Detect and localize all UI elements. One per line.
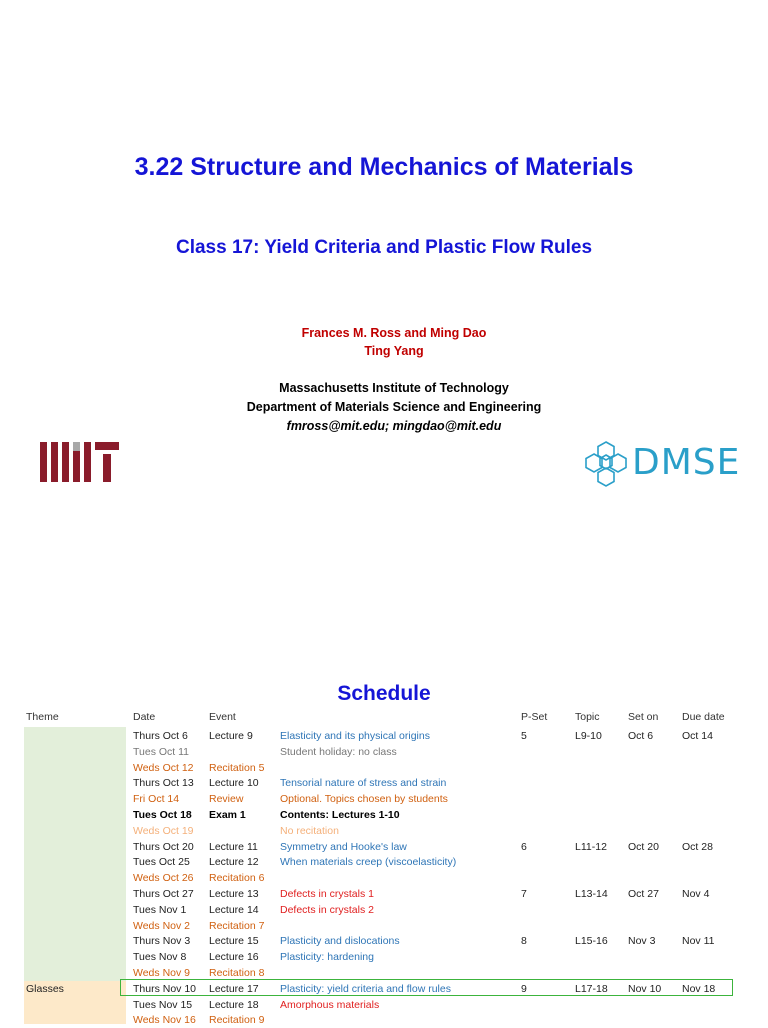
cell-topic: L11-12 bbox=[575, 840, 607, 853]
cell-description: Contents: Lectures 1-10 bbox=[280, 809, 400, 821]
cell-pset: 6 bbox=[521, 840, 527, 853]
table-row bbox=[0, 729, 768, 744]
course-title: 3.22 Structure and Mechanics of Materials bbox=[134, 153, 634, 181]
header-date: Date bbox=[133, 711, 156, 723]
cell-description: Plasticity and dislocations bbox=[280, 935, 400, 948]
cell-event: Lecture 12 bbox=[209, 856, 259, 869]
dmse-logo-text: DMSE bbox=[632, 442, 741, 483]
cell-date: Tues Oct 11 bbox=[133, 745, 190, 758]
cell-pset: 7 bbox=[521, 888, 527, 900]
table-row bbox=[0, 745, 768, 760]
cell-topic: L17-18 bbox=[575, 982, 608, 995]
cell-description: Plasticity: hardening bbox=[280, 951, 374, 964]
cell-due-date: Oct 28 bbox=[682, 840, 713, 853]
cell-due-date: Nov 4 bbox=[682, 888, 710, 900]
table-row bbox=[0, 934, 768, 949]
mit-logo bbox=[40, 442, 120, 484]
cell-date: Thurs Nov 3 bbox=[133, 935, 191, 948]
header-topic: Topic bbox=[575, 711, 600, 723]
cell-date: Thurs Oct 27 bbox=[133, 888, 194, 900]
cell-topic: L13-14 bbox=[575, 888, 608, 900]
cell-date: Weds Nov 2 bbox=[133, 919, 190, 932]
table-row bbox=[0, 824, 768, 839]
cell-event: Lecture 18 bbox=[209, 998, 259, 1011]
cell-due-date: Nov 18 bbox=[682, 982, 716, 995]
table-row bbox=[0, 761, 768, 776]
cell-event: Lecture 13 bbox=[209, 888, 259, 900]
institution-name: Massachusetts Institute of Technology bbox=[279, 381, 509, 395]
cell-date: Tues Oct 25 bbox=[133, 856, 190, 869]
cell-date: Tues Oct 18 bbox=[133, 809, 192, 821]
cell-event: Lecture 17 bbox=[209, 982, 259, 995]
table-row bbox=[0, 950, 768, 965]
cell-event: Exam 1 bbox=[209, 809, 246, 821]
cell-date: Tues Nov 8 bbox=[133, 951, 187, 964]
cell-event: Lecture 15 bbox=[209, 935, 259, 948]
table-row bbox=[0, 776, 768, 791]
cell-event: Lecture 9 bbox=[209, 730, 253, 742]
table-row bbox=[0, 887, 768, 902]
cell-date: Thurs Oct 20 bbox=[133, 840, 194, 853]
cell-date: Weds Oct 19 bbox=[133, 824, 194, 837]
cell-event: Recitation 5 bbox=[209, 761, 265, 774]
cell-event: Review bbox=[209, 793, 244, 806]
cell-due-date: Oct 14 bbox=[682, 730, 713, 742]
cell-date: Fri Oct 14 bbox=[133, 793, 180, 806]
cell-event: Recitation 7 bbox=[209, 919, 265, 932]
cell-description: Symmetry and Hooke's law bbox=[280, 840, 407, 853]
cell-date: Thurs Nov 10 bbox=[133, 982, 197, 995]
affiliation bbox=[0, 379, 768, 436]
table-row bbox=[0, 903, 768, 918]
department-name: Department of Materials Science and Engineering bbox=[246, 400, 542, 414]
table-row bbox=[0, 808, 768, 823]
cell-event: Lecture 10 bbox=[209, 777, 259, 790]
authors-line-1: Frances M. Ross and Ming Dao bbox=[301, 326, 487, 340]
cell-description: Elasticity and its physical origins bbox=[280, 730, 430, 742]
cell-description: Tensorial nature of stress and strain bbox=[280, 777, 447, 790]
cell-description: Student holiday: no class bbox=[280, 745, 397, 758]
dmse-hexagon-icon bbox=[584, 440, 628, 488]
table-row bbox=[0, 871, 768, 886]
class-subtitle: Class 17: Yield Criteria and Plastic Flow Rules bbox=[175, 237, 593, 258]
cell-description: Defects in crystals 2 bbox=[280, 903, 374, 916]
cell-date: Weds Nov 9 bbox=[133, 967, 190, 979]
cell-pset: 9 bbox=[521, 982, 527, 995]
cell-set-on: Nov 3 bbox=[628, 935, 656, 948]
cell-date: Weds Nov 16 bbox=[133, 1014, 196, 1027]
header-due-date: Due date bbox=[682, 711, 725, 723]
table-row bbox=[0, 919, 768, 934]
contact-emails: fmross@mit.edu; mingdao@mit.edu bbox=[286, 419, 502, 433]
cell-set-on: Nov 10 bbox=[628, 982, 662, 995]
cell-set-on: Oct 27 bbox=[628, 888, 659, 900]
schedule-header-row bbox=[0, 710, 768, 725]
cell-topic: L9-10 bbox=[575, 730, 602, 742]
cell-description: Amorphous materials bbox=[280, 998, 380, 1011]
cell-event: Recitation 9 bbox=[209, 1014, 265, 1027]
cell-description: Plasticity: yield criteria and flow rules bbox=[280, 982, 451, 995]
authors bbox=[0, 324, 768, 360]
table-row bbox=[0, 1013, 768, 1028]
schedule-title: Schedule bbox=[337, 682, 431, 705]
header-pset: P-Set bbox=[521, 711, 548, 723]
table-row bbox=[0, 998, 768, 1013]
cell-theme: Glasses bbox=[26, 982, 64, 995]
table-row bbox=[0, 855, 768, 870]
cell-date: Weds Oct 12 bbox=[133, 761, 194, 774]
cell-topic: L15-16 bbox=[575, 935, 608, 948]
cell-date: Thurs Oct 6 bbox=[133, 730, 188, 742]
cell-event: Lecture 16 bbox=[209, 951, 259, 964]
cell-description: No recitation bbox=[280, 824, 339, 837]
header-theme: Theme bbox=[26, 711, 59, 723]
table-row bbox=[0, 792, 768, 807]
table-row bbox=[0, 966, 768, 981]
cell-date: Thurs Oct 13 bbox=[133, 777, 194, 790]
cell-description: Defects in crystals 1 bbox=[280, 888, 374, 900]
authors-line-2: Ting Yang bbox=[364, 344, 424, 358]
table-row bbox=[0, 840, 768, 855]
header-event: Event bbox=[209, 711, 236, 723]
cell-description: Optional. Topics chosen by students bbox=[280, 793, 448, 806]
cell-event: Recitation 8 bbox=[209, 967, 265, 979]
cell-pset: 5 bbox=[521, 730, 527, 742]
cell-date: Tues Nov 15 bbox=[133, 998, 193, 1011]
cell-event: Lecture 11 bbox=[209, 840, 258, 853]
cell-pset: 8 bbox=[521, 935, 527, 948]
cell-due-date: Nov 11 bbox=[682, 935, 715, 948]
cell-event: Lecture 14 bbox=[209, 903, 259, 916]
cell-date: Tues Nov 1 bbox=[133, 903, 187, 916]
cell-set-on: Oct 20 bbox=[628, 840, 659, 853]
table-row bbox=[0, 982, 768, 997]
cell-date: Weds Oct 26 bbox=[133, 872, 194, 885]
header-set-on: Set on bbox=[628, 711, 659, 723]
cell-set-on: Oct 6 bbox=[628, 730, 654, 742]
cell-event: Recitation 6 bbox=[209, 872, 265, 885]
cell-description: When materials creep (viscoelasticity) bbox=[280, 856, 457, 869]
